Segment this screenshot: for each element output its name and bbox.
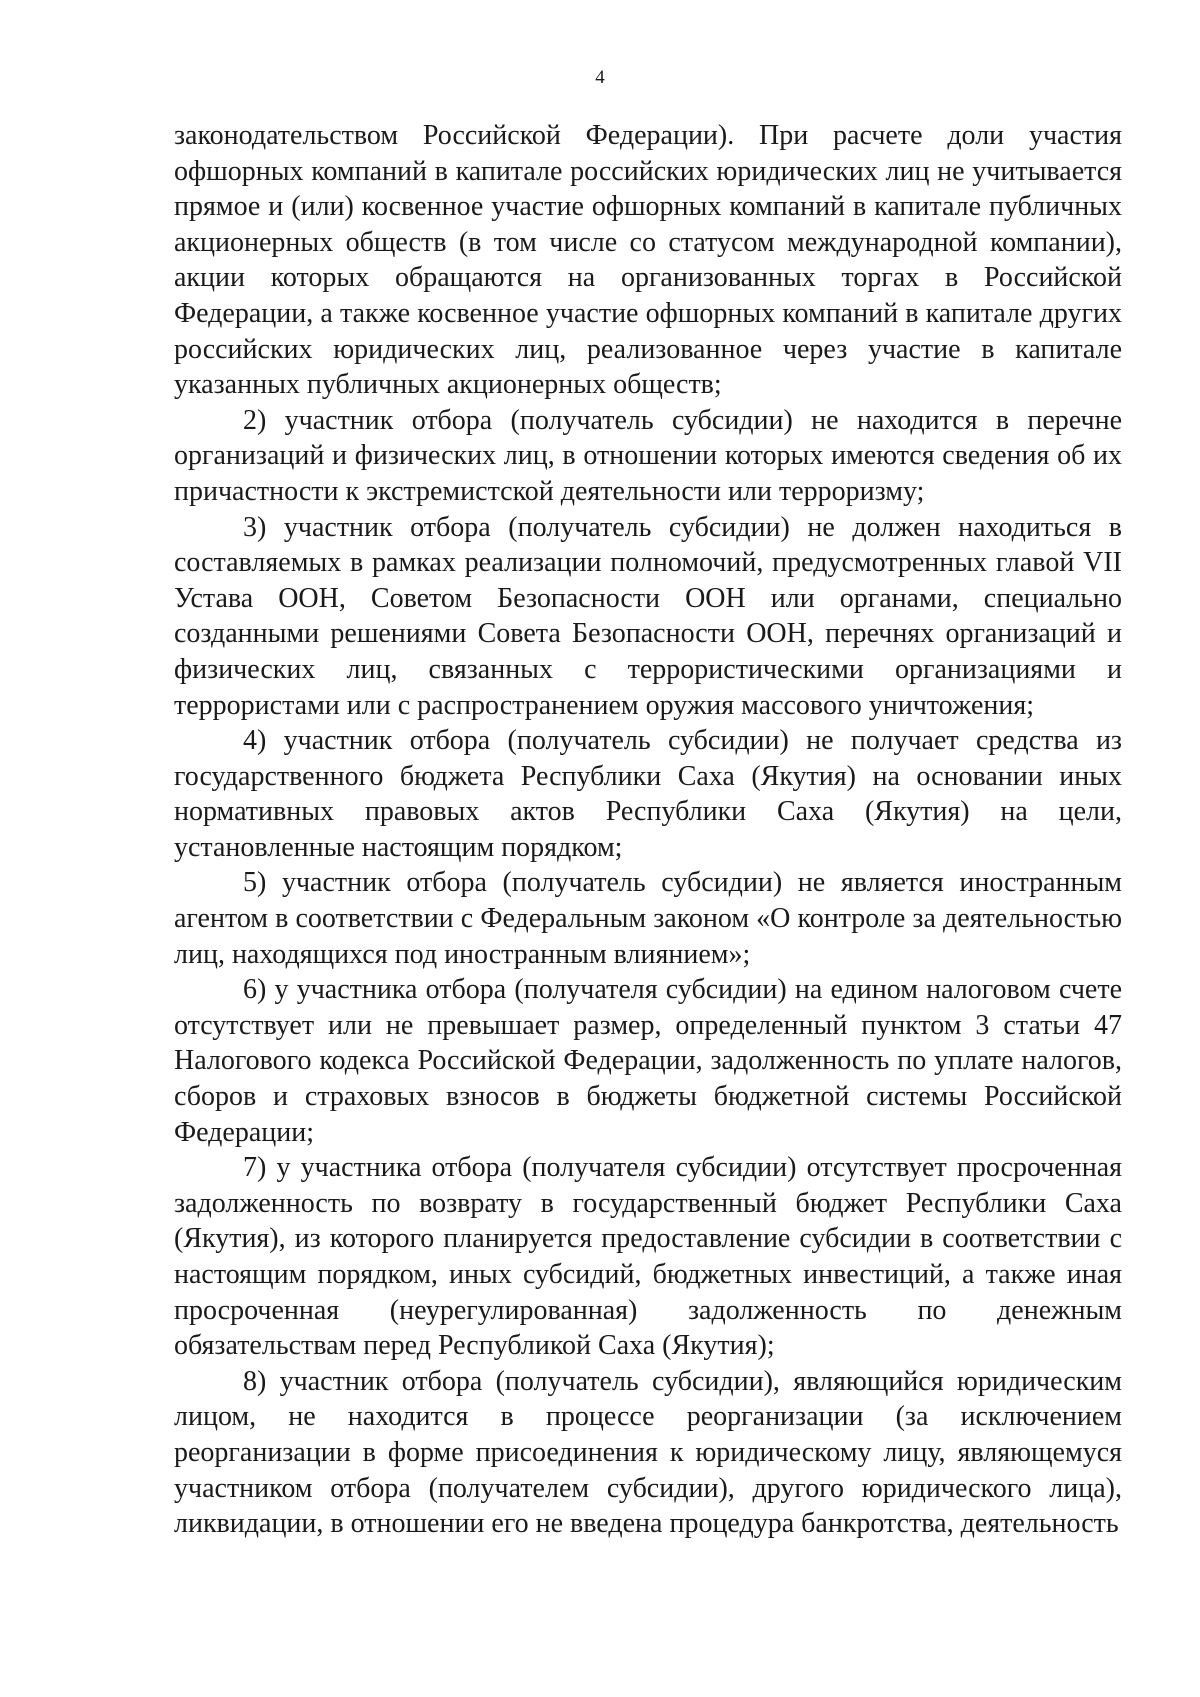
paragraph-item-2: 2) участник отбора (получатель субсидии) не находится в перечне организаций и физических лиц, в отношении которых имеются сведения об их причастности к экстремистской деятельности или терроризму; <box>174 404 1122 507</box>
document-body <box>174 118 1122 1542</box>
page-number: 4 <box>595 67 605 88</box>
paragraph-item-6: 6) у участника отбора (получателя субсидии) на едином налоговом счете отсутствует или не превышает размер, определенный пунктом 3 статьи 47 Налогового кодекса Российской Федерации, задолженность по уплате налогов, сборов и страховых взносов в бюджеты бюджетной системы Российской Федерации; <box>174 974 1122 1148</box>
paragraph-item-5: 5) участник отбора (получатель субсидии) не является иностранным агентом в соответствии с Федеральным законом «О контроле за деятельностью лиц, находящихся под иностранным влиянием»; <box>174 867 1122 970</box>
paragraph-continuation: законодательством Российской Федерации). При расчете доли участия офшорных компаний в капитале российских юридических лиц не учитывается прямое и (или) косвенное участие офшорных компаний в капитале публичных акционерных обществ (в том числе со статусом международной компании), акции которых обращаются на организованных торгах в Российской Федерации, а также косвенное участие офшорных компаний в капитале других российских юридических лиц, реализованное через участие в капитале указанных публичных акционерных обществ; <box>174 120 1122 401</box>
paragraph-item-7: 7) у участника отбора (получателя субсидии) отсутствует просроченная задолженность по возврату в государственный бюджет Республики Саха (Якутия), из которого планируется предоставление субсидии в соответствии с настоящим порядком, иных субсидий, бюджетных инвестиций, а также иная просроченная (неурегулированная) задолженность по денежным обязательствам перед Республикой Саха (Якутия); <box>174 1152 1122 1362</box>
paragraph-item-3: 3) участник отбора (получатель субсидии) не должен находиться в составляемых в рамках реализации полномочий, предусмотренных главой VII Устава ООН, Советом Безопасности ООН или органами, специально созданными решениями Совета Безопасности ООН, перечнях организаций и физических лиц, связанных с террористическими организациями и террористами или с распространением оружия массового уничтожения; <box>174 511 1122 721</box>
paragraph-item-4: 4) участник отбора (получатель субсидии) не получает средства из государственного бюджета Республики Саха (Якутия) на основании иных нормативных правовых актов Республики Саха (Якутия) на цели, установленные настоящим порядком; <box>174 725 1122 863</box>
paragraph-item-8: 8) участник отбора (получатель субсидии), являющийся юридическим лицом, не находится в процессе реорганизации (за исключением реорганизации в форме присоединения к юридическому лицу, являющемуся участником отбора (получателем субсидии), другого юридического лица), ликвидации, в отношении его не введена процедура банкротства, деятельность <box>174 1365 1122 1540</box>
